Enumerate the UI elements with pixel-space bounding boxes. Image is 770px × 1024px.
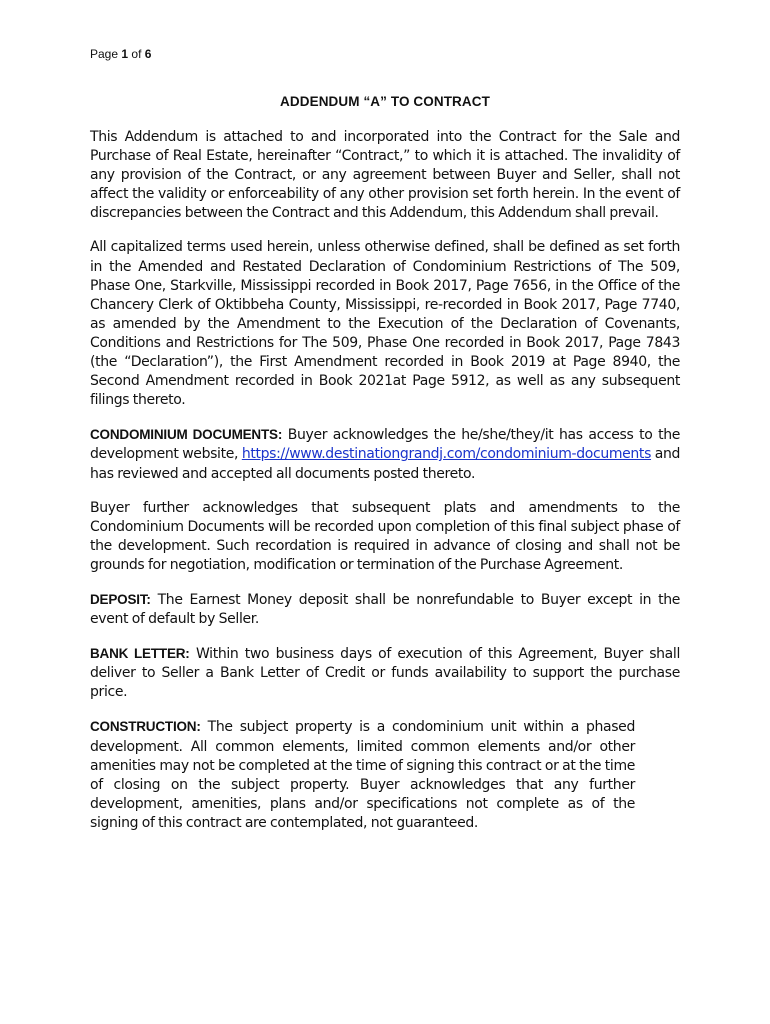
construction-text: The subject property is a condominium unit within a phased development. All common elements, limited common elements and/or other amenities may not be completed at the time of signing this contract or at the time of closing on the subject property. Buyer acknowledges that any further development, amenities, plans and/or specifications not complete as of the signing of this contract are contemplated, not guaranteed. [90,719,635,831]
intro-paragraph: This Addendum is attached to and incorporated into the Contract for the Sale and Purchase of Real Estate, hereinafter “Contract,” to which it is attached. The invalidity of any provision of the Contract, or any agreement between Buyer and Seller, shall not affect the validity or enforceability of any other provision set forth herein. In the event of discrepancies between the Contract and this Addendum, this Addendum shall prevail. [90,129,680,222]
page-total: 6 [144,47,152,61]
condominium-documents-link[interactable]: https://www.destinationgrandj.com/condominium-documents [241,446,652,463]
bank-letter-text: Within two business days of execution of this Agreement, Buyer shall deliver to Seller a Bank Letter of Credit or funds availability to support the purchase price. [90,646,680,701]
deposit-label: DEPOSIT: [90,591,151,607]
page-number [90,47,151,61]
deposit-text: The Earnest Money deposit shall be nonrefundable to Buyer except in the event of default by Seller. [90,591,680,628]
condominium-documents-label: CONDOMINIUM DOCUMENTS: [90,427,283,443]
page-prefix: Page [90,47,119,61]
bank-letter-label: BANK LETTER: [90,646,190,662]
condominium-documents-paragraph [90,425,680,483]
terms-paragraph: All capitalized terms used herein, unless otherwise defined, shall be defined as set forth in the Amended and Restated Declaration of Condominium Restrictions of The 509, Phase One, Starkville, Mississippi recorded in Book 2017, Page 7656, in the Office of the Chancery Clerk of Oktibbeha County, Mississippi, re-recorded in Book 2017, Page 7740, as amended by the Amendment to the Execution of the Declaration of Covenants, Conditions and Restrictions for The 509, Phase One recorded in Book 2017, Page 7843 (the “Declaration”), the First Amendment recorded in Book 2019 at Page 8940, the Second Amendment recorded in Book 2021at Page 5912, as well as any subsequent filings thereto. [90,239,680,409]
deposit-paragraph [90,590,680,629]
construction-label: CONSTRUCTION: [90,719,201,735]
document-body [90,128,680,848]
condominium-documents-text-end: and has reviewed and accepted all documents posted thereto. [90,446,681,482]
page-of: of [131,47,142,61]
construction-paragraph [90,717,635,833]
further-acknowledgement-paragraph: Buyer further acknowledges that subsequent plats and amendments to the Condominium Documents will be recorded upon completion of this final subject phase of the development. Such recordation is required in advance of closing and shall not be grounds for negotiation, modification or termination of the Purchase Agreement. [90,499,680,573]
document-title: ADDENDUM “A” TO CONTRACT [280,94,490,109]
page-current: 1 [121,47,129,61]
condominium-documents-text: Buyer acknowledges the he/she/they/it has access to the development website, [90,427,680,463]
bank-letter-paragraph [90,644,680,702]
